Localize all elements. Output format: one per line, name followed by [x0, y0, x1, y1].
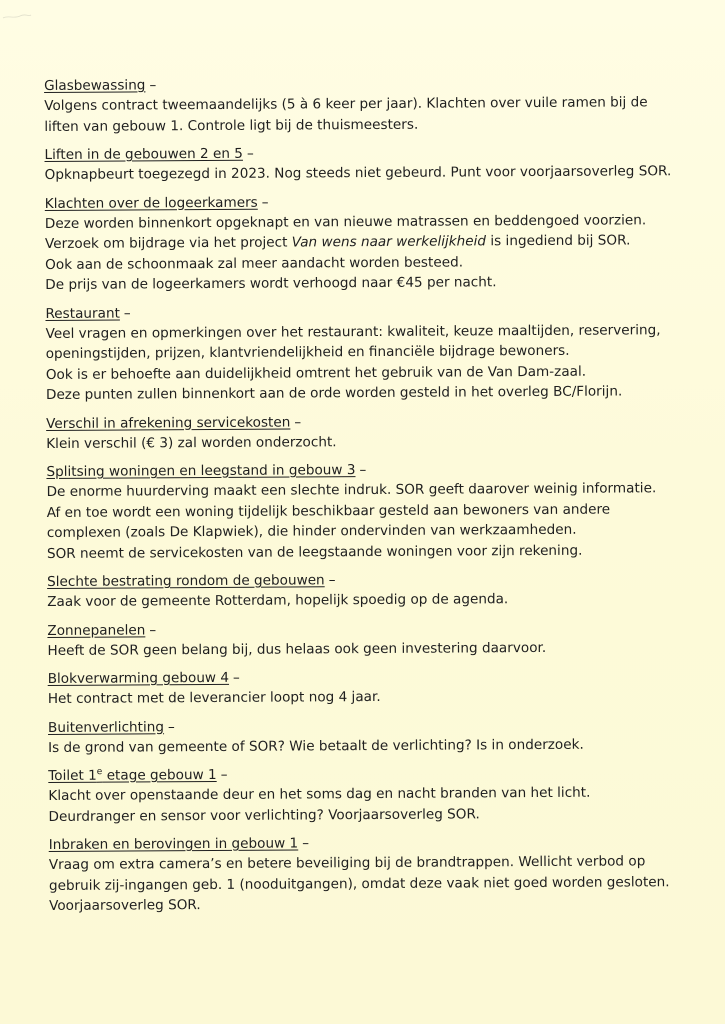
section-heading: Klachten over de logeerkamers –	[44, 194, 269, 212]
body-line: Vraag om extra camera’s en betere beveiliging bij de brandtrappen. Wellicht verbod op	[48, 853, 646, 873]
section-logeerkamers	[45, 189, 706, 295]
body-line: De prijs van de logeerkamers wordt verhoogd naar €45 per nacht.	[45, 274, 497, 293]
section-heading: Restaurant –	[45, 304, 131, 322]
section-heading: Splitsing woningen en leegstand in gebouw 3 –	[46, 462, 367, 480]
section-heading: Buitenverlichting –	[47, 718, 175, 736]
body-line: gebruik zij-ingangen geb. 1 (nooduitgangen), omdat deze vaak niet goed worden gesloten.	[48, 873, 670, 894]
body-line: openingstijden, prijzen, klantvriendelijkheid en financiële bijdrage bewoners.	[45, 342, 570, 362]
body-line: Klacht over openstaande deur en het soms dag en nacht branden van het licht.	[48, 784, 591, 804]
section-heading: Inbraken en berovingen in gebouw 1 –	[48, 835, 310, 853]
body-line: Deze punten zullen binnenkort aan de orde worden gesteld in het overleg BC/Florijn.	[45, 383, 623, 403]
document-body	[44, 72, 709, 925]
body-line: SOR neemt de servicekosten van de leegstaande woningen voor zijn rekening.	[46, 542, 583, 562]
section-toilet	[48, 762, 708, 827]
body-line: Veel vragen en opmerkingen over het restaurant: kwaliteit, keuze maaltijden, reservering,	[45, 321, 661, 342]
body-line: De enorme huurderving maakt een slechte indruk. SOR geeft daarover weinig informatie.	[46, 480, 657, 500]
section-heading: Glasbewassing –	[44, 77, 157, 94]
body-line: Ook aan de schoonmaak zal meer aandacht worden besteed.	[45, 253, 464, 273]
body-line: Voorjaarsoverleg SOR.	[49, 897, 201, 914]
body-line: Volgens contract tweemaandelijks (5 à 6 keer per jaar). Klachten over vuile ramen bij de	[44, 94, 648, 114]
section-servicekosten	[46, 409, 706, 454]
section-heading: Slechte bestrating rondom de gebouwen –	[47, 572, 336, 590]
body-line: liften van gebouw 1. Controle ligt bij de thuismeesters.	[44, 116, 419, 135]
section-glasbewassing	[44, 72, 704, 137]
section-heading: Liften in de gebouwen 2 en 5 –	[44, 145, 254, 163]
project-line: Verzoek om bijdrage via het project Van wens naar werkelijkheid is ingediend bij SOR.	[44, 232, 631, 252]
body-line: Is de grond van gemeente of SOR? Wie betaalt de verlichting? Is in onderzoek.	[48, 736, 584, 756]
section-restaurant	[45, 299, 706, 405]
scan-mark	[2, 14, 32, 20]
section-inbraken	[49, 831, 709, 917]
section-heading: Blokverwarming gebouw 4 –	[47, 669, 240, 687]
body-line: Klein verschil (€ 3) zal worden onderzocht.	[46, 433, 337, 452]
body-line: Deze worden binnenkort opgeknapt en van nieuwe matrassen en beddengoed voorzien.	[44, 211, 647, 232]
body-line: Ook is er behoefte aan duidelijkheid omtrent het gebruik van de Van Dam-zaal.	[45, 363, 587, 383]
body-line: Deurdranger en sensor voor verlichting? Voorjaarsoverleg SOR.	[48, 805, 480, 825]
section-zonnepanelen	[47, 616, 707, 661]
section-heading: Verschil in afrekening servicekosten –	[46, 413, 302, 432]
body-line: Zaak voor de gemeente Rotterdam, hopelijk spoedig op de agenda.	[47, 591, 509, 610]
body-line: complexen (zoals De Klapwiek), die hinder ondervinden van werkzaamheden.	[46, 521, 577, 541]
body-line: Opknapbeurt toegezegd in 2023. Nog steeds niet gebeurd. Punt voor voorjaarsoverleg SOR.	[44, 163, 672, 183]
body-line: Het contract met de leverancier loopt nog 4 jaar.	[47, 688, 381, 707]
section-splitsing	[46, 458, 707, 564]
section-buitenverlichting	[48, 713, 708, 758]
section-heading: Zonnepanelen –	[47, 621, 157, 639]
body-line: Heeft de SOR geen belang bij, dus helaas ook geen investering daarvoor.	[47, 639, 547, 659]
body-line: Af en toe wordt een woning tijdelijk beschikbaar gesteld aan bewoners van andere	[46, 501, 611, 521]
project-name: Van wens naar werkelijkheid	[291, 233, 487, 251]
section-bestrating	[47, 568, 707, 613]
section-liften	[44, 141, 704, 186]
section-heading: Toilet 1e etage gebouw 1 –	[48, 766, 228, 784]
section-blokverwarming	[48, 665, 708, 710]
